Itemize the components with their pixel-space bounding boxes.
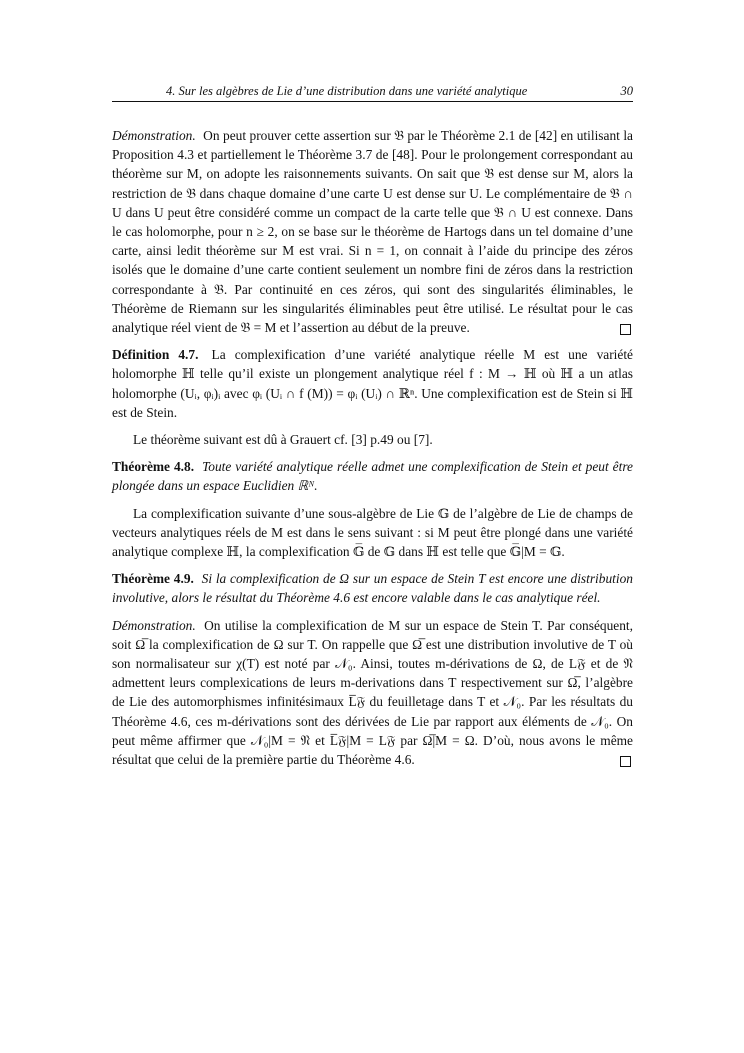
- definition-text: La complexification d’une variété analytique réelle M est une variété holomorphe ℍ telle qu’il existe un plongement analytique réel f : M → ℍ où ℍ a un atlas holomorphe (Uᵢ, φᵢ)ᵢ avec φᵢ (Uᵢ ∩ f (M)) = φᵢ (Uᵢ) ∩ ℝⁿ. Une complexification est de Stein si ℍ est de Stein.: [112, 347, 633, 420]
- proof-label: Démonstration.: [112, 128, 196, 143]
- proof-block-2: [112, 616, 633, 770]
- paragraph-complexification: [112, 504, 633, 562]
- definition-block: [112, 345, 633, 422]
- theorem-4-9-block: [112, 569, 633, 607]
- definition-label: Définition 4.7.: [112, 347, 199, 363]
- theorem-label: Théorème 4.8.: [112, 459, 195, 475]
- proof-text: On utilise la complexification de M sur un espace de Stein T. Par conséquent, soit Ω̅ la complexification de Ω sur T. On rappelle que Ω̅ est une distribution involutive de T où son normalisateur sur χ(T) est noté par 𝒩₀. Ainsi, toutes m-dérivations de Ω, de L𝔉 et de 𝔑 admettent leurs complexications de leurs m-derivations dans T respectivement sur Ω̅, l’algèbre de Lie des automorphismes infinitésimaux L̅𝔉 du feuilletage dans T et 𝒩₀. Par les résultats du Théorème 4.6, ces m-dérivations sont des dérivées de Lie par rapport aux éléments de 𝒩₀. On peut même affirmer que 𝒩₀|M = 𝔑 et L̅𝔉|M = L𝔉 par Ω̅|M = Ω. D’où, nous avons le même résultat que celui de la première partie du Théorème 4.6.: [112, 617, 633, 768]
- proof-text: On peut prouver cette assertion sur 𝔅 par le Théorème 2.1 de [42] en utilisant la Proposition 4.3 et partiellement le Théorème 3.7 de [48]. Pour le prolongement correspondant au théorème sur M, on adopte les raisonnements suivants. On sait que 𝔅 est dense sur M, alors la restriction de 𝔅 dans chaque domaine d’une carte U est dense sur U. Le complémentaire de 𝔅 ∩ U dans U peut être considéré comme un compact de la carte telle que 𝔅 ∩ U est connexe. Dans le cas holomorphe, pour n ≥ 2, on se base sur le théorème de Hartogs dans un tel domaine d’une carte, ainsi ledit théorème sur M est vrai. Si n = 1, on connait à l’aide du principe des zéros isolés que le domaine d’une carte contient seulement un nombre fini de zéros dans la restriction correspondante à 𝔅. Par continuité en ces zéros, qui sont des singularités éliminables, le Théorème de Riemann sur les singularités éliminables peut être utilisé. Le résultat pour le cas analytique réel vient de 𝔅 = M et l’assertion au début de la preuve.: [112, 128, 633, 336]
- paragraph-text: Le théorème suivant est dû à Grauert cf. [3] p.49 ou [7].: [133, 432, 433, 448]
- theorem-text: Toute variété analytique réelle admet une complexification de Stein et peut être plongée dans un espace Euclidien ℝᴺ.: [112, 459, 633, 494]
- proof-block-1: [112, 126, 633, 337]
- running-header: [112, 84, 633, 102]
- page-body: [112, 126, 633, 777]
- paragraph-text: La complexification suivante d’une sous-algèbre de Lie 𝔾 de l’algèbre de Lie de champs de vecteurs analytiques réels de M est dans le sens suivant : si M peut être plongé dans une variété analytique complexe ℍ, la complexification 𝔾̅ de 𝔾 dans ℍ est telle que 𝔾̅|M = 𝔾.: [112, 505, 633, 560]
- paragraph-grauert: [112, 430, 633, 449]
- qed-square-icon: [620, 324, 631, 335]
- theorem-4-8-block: [112, 457, 633, 495]
- theorem-label: Théorème 4.9.: [112, 571, 194, 587]
- page-number: 30: [620, 84, 633, 98]
- qed-square-icon: [620, 756, 631, 767]
- chapter-title: 4. Sur les algèbres de Lie d’une distribution dans une variété analytique: [166, 84, 528, 98]
- theorem-text: Si la complexification de Ω sur un espace de Stein T est encore une distribution involutive, alors le résultat du Théorème 4.6 est encore valable dans le cas analytique réel.: [112, 571, 633, 606]
- proof-label: Démonstration.: [112, 617, 196, 633]
